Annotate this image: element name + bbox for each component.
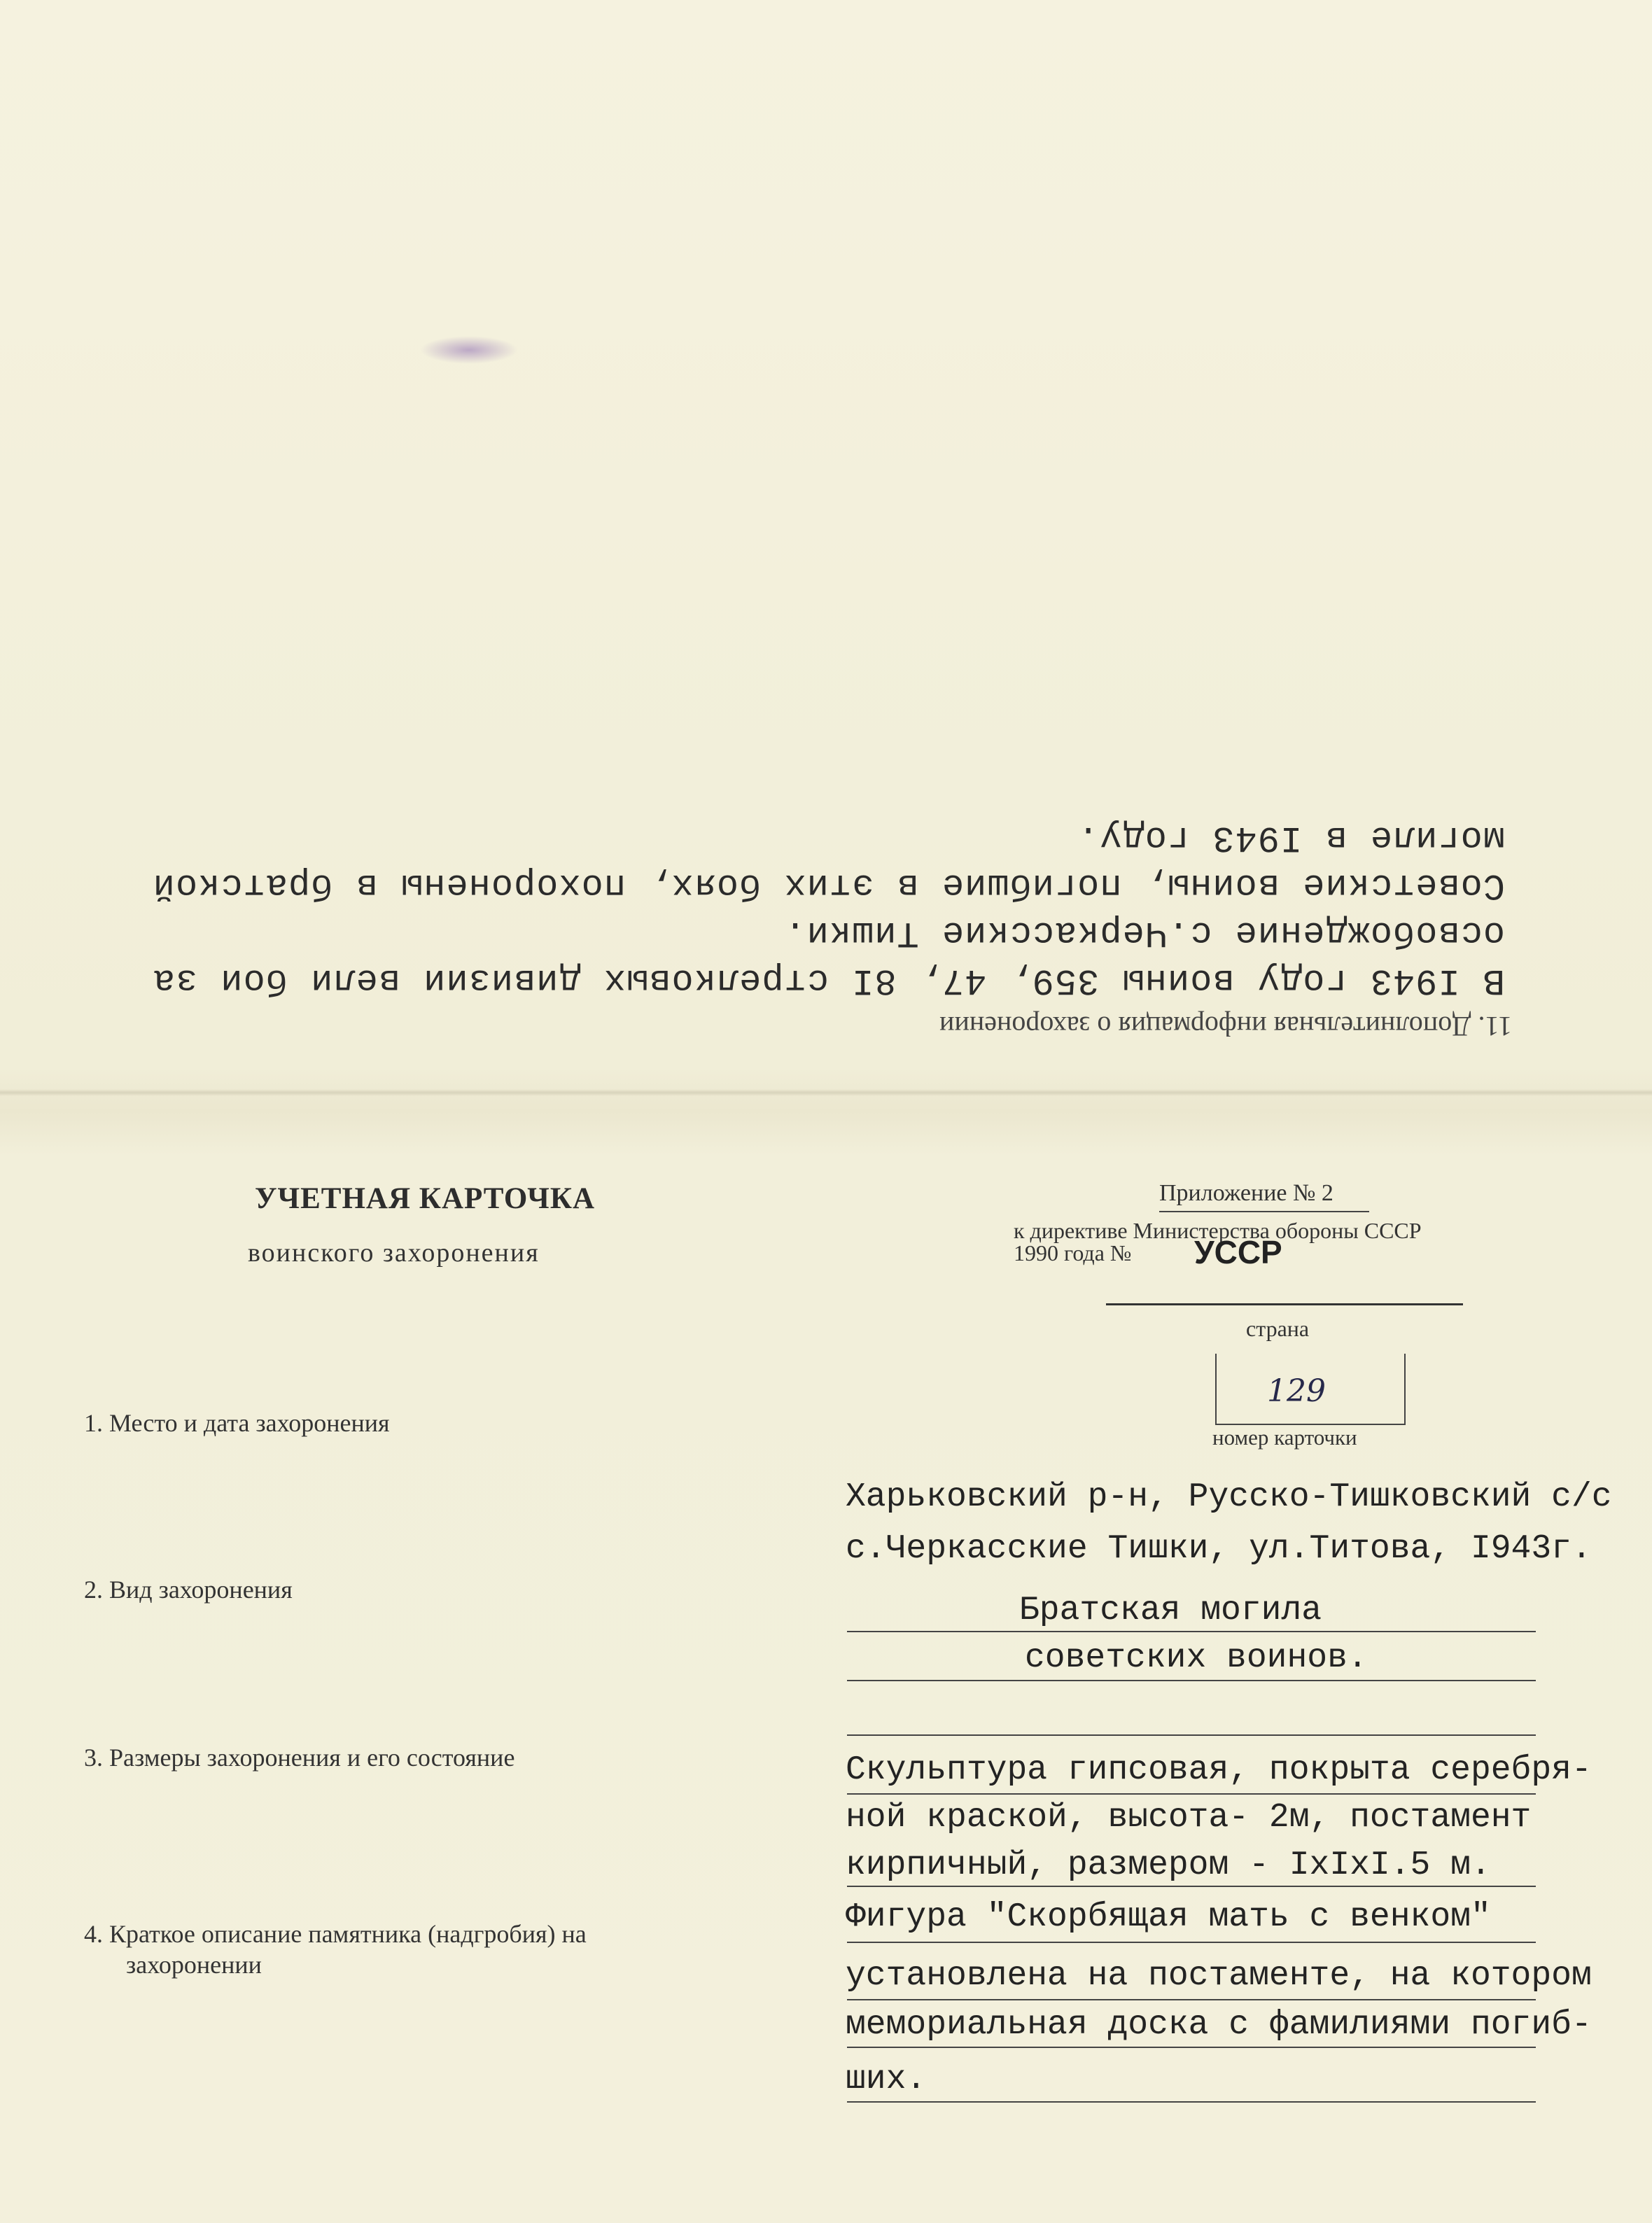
form-subtitle: воинского захоронения xyxy=(248,1238,540,1268)
description-line: Скульптура гипсовая, покрыта серебря- xyxy=(846,1751,1592,1789)
country-caption: страна xyxy=(1246,1316,1310,1341)
type-line: Братская могила xyxy=(1019,1592,1322,1629)
description-rule xyxy=(847,1999,1536,2000)
country-rule xyxy=(1106,1303,1463,1305)
size-rule xyxy=(847,1734,1536,1736)
card-number: 129 xyxy=(1267,1373,1326,1409)
description-line: Фигура "Скорбящая мать с венком" xyxy=(846,1898,1491,1936)
description-rule xyxy=(847,1886,1536,1887)
description-rule xyxy=(847,2047,1536,2048)
ink-stain xyxy=(420,336,518,364)
additional-info-header: 11. Дополнительная информация о захоронении xyxy=(939,1011,1512,1042)
type-label: 2. Вид захоронения xyxy=(84,1576,293,1604)
description-line: установлена на постаменте, на котором xyxy=(846,1957,1592,1995)
annex-year: 1990 года № xyxy=(1014,1240,1132,1265)
additional-info-section xyxy=(70,763,1582,1057)
annex-title: Приложение № 2 xyxy=(1159,1180,1334,1206)
additional-info-line: могиле в I943 году. xyxy=(1077,817,1505,858)
description-line: кирпичный, размером - IxIxI.5 м. xyxy=(846,1846,1491,1884)
place-line: Харьковский р-н, Русско-Тишковский с/с xyxy=(846,1478,1612,1516)
form-title: УЧЕТНАЯ КАРТОЧКА xyxy=(255,1182,596,1215)
description-line: ной краской, высота- 2м, постамент xyxy=(846,1799,1532,1837)
annex-underline xyxy=(1159,1211,1369,1212)
additional-info-line: В I943 году воины 359, 47, 8I стрелковых дивизии вели бои за xyxy=(152,960,1505,1001)
description-line: ших. xyxy=(846,2061,927,2098)
additional-info-line: Советские воины, погибшие в этих боях, похоронены в братской xyxy=(152,864,1505,906)
type-rule xyxy=(847,1631,1536,1632)
card-number-caption: номер карточки xyxy=(1212,1425,1357,1450)
type-line: советских воинов. xyxy=(1025,1639,1368,1677)
description-line: мемориальная доска с фамилиями погиб- xyxy=(846,2006,1592,2044)
country-value: УССР xyxy=(1194,1234,1282,1270)
paper-fold xyxy=(0,1089,1652,1096)
description-rule xyxy=(847,2101,1536,2103)
place-line: с.Черкасские Тишки, ул.Титова, I943г. xyxy=(846,1530,1592,1568)
description-rule xyxy=(847,1942,1536,1943)
description-label-cont: захоронении xyxy=(126,1951,262,1979)
description-label: 4. Краткое описание памятника (надгробия) на xyxy=(84,1920,587,1948)
place-label: 1. Место и дата захоронения xyxy=(84,1409,390,1437)
description-rule xyxy=(847,1793,1536,1795)
type-rule xyxy=(847,1680,1536,1681)
size-label: 3. Размеры захоронения и его состояние xyxy=(84,1744,515,1772)
annex-directive: к директиве Министерства обороны СССР xyxy=(1014,1218,1422,1243)
additional-info-line: освобождение с.Черкасские Тишки. xyxy=(783,912,1505,953)
